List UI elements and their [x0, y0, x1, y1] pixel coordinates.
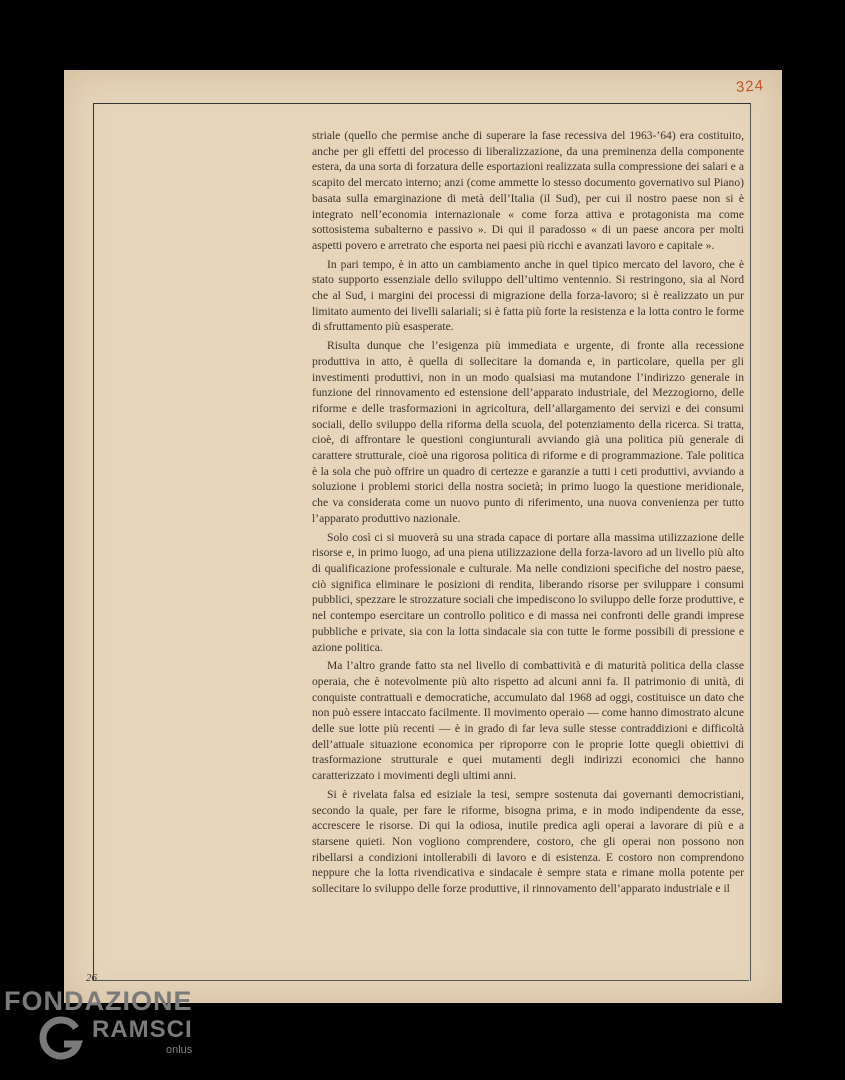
gramsci-g-logo-icon: [38, 1016, 84, 1062]
watermark-line-2: RAMSCI: [92, 1016, 193, 1043]
paragraph-5: Ma l’altro grande fatto sta nel livello di combattività e di maturità politica della classe operaia, che è notevolmente più alto rispetto ad alcuni anni fa. Il patrimonio di unità, di conquiste contrattuali e democratiche, accumulato dal 1968 ad oggi, costituisce un dato che non può essere intaccato facilmente. Il movimento operaio — come hanno dimostrato alcune delle sue lotte più recenti — è in grado di far leva sulle stesse contraddizioni e difficoltà dell’attuale situazione economica per riproporre con le proprie lotte quegli obiettivi di trasformazione strutturale e quei mutamenti degli indirizzi economici che hanno caratterizzato i movimenti degli ultimi anni.: [312, 659, 744, 783]
watermark-line-3: onlus: [166, 1044, 193, 1056]
paragraph-6: Si è rivelata falsa ed esiziale la tesi, sempre sostenuta dai governanti democristiani, secondo la quale, per fare le riforme, bisogna prima, e in modo indipendente da esse, accrescere le risorse. Di qui la odiosa, inutile predica agli operai a lavorare di più e a starsene quieti. Non vogliono comprendere, costoro, che gli operai non possono non ribellarsi a condizioni intollerabili di lavoro e di esistenza. E costoro non comprendono neppure che la lotta rivendicativa e sindacale è sempre stata e rimane molla potente per sollecitare lo sviluppo delle forze produttive, il rinnovamento dell’apparato industriale e il: [312, 787, 744, 896]
fondazione-gramsci-watermark: [4, 986, 214, 1076]
paragraph-4: Solo così ci si muoverà su una strada capace di portare alla massima utilizzazione delle risorse e, in primo luogo, ad una piena utilizzazione della forza-lavoro ad un livello più alto di qualificazione professionale e culturale. Ma nelle condizioni specifiche del nostro paese, ciò significa eliminare le posizioni di rendita, liberando risorse per sviluppare i consumi pubblici, spezzare le strozzature sociali che impediscono lo sviluppo delle forze produttive, e nel contempo esercitare un controllo politico e di massa nei confronti delle grandi imprese pubbliche e private, sia con la lotta sindacale sia con tutte le forme possibili di pressione e azione politica.: [312, 530, 744, 654]
document-page: [64, 70, 782, 1003]
paragraph-2: In pari tempo, è in atto un cambiamento anche in quel tipico mercato del lavoro, che è stato supporto essenziale dello sviluppo dell’ultimo ventennio. Si restringono, sia al Nord che al Sud, i margini dei processi di migrazione della forza-lavoro; si è realizzato un pur limitato aumento dei livelli salariali; si è fatta più forte la resistenza e la lotta contro le forme di sfruttamento più esasperate.: [312, 257, 744, 334]
paragraph-3: Risulta dunque che l’esigenza più immediata e urgente, di fronte alla recessione produttiva in atto, è quella di sollecitare la domanda e, in particolare, quella per gli investimenti produttivi, non in un modo qualsiasi ma mutandone l’indirizzo generale in funzione del rinnovamento ed estensione dell’apparato industriale, del Mezzogiorno, delle riforme e delle trasformazioni in agricoltura, dell’allargamento dei servizi e dei consumi sociali, dello sviluppo della riforma della scuola, del potenziamento della ricerca. Si tratta, cioè, di affrontare le questioni congiunturali avviando già una politica più generale di carattere strutturale, cioè una rigorosa politica di riforme e di programmazione. Tale politica è la sola che può offrire un quadro di certezze e garanzie a tutti i ceti produttivi, avviando a soluzione i problemi storici della nostra società; in primo luogo la questione meridionale, che va considerata come un nuovo punto di riferimento, una nuova convenienza per tutto l’apparato produttivo nazionale.: [312, 339, 744, 525]
archive-folio-number: 324: [735, 77, 765, 96]
page-frame-bottom-rule: [93, 980, 749, 981]
body-text: [312, 128, 744, 900]
paragraph-1: striale (quello che permise anche di superare la fase recessiva del 1963-’64) era costituito, anche per gli effetti del processo di liberalizzazione, da una preminenza della componente estera, da una sorta di forzatura delle esportazioni realizzata sulla compressione dei salari e a scapito del mercato interno; anzi (come ammette lo stesso documento governativo sul Piano) basata sulla emarginazione di metà dell’Italia (il Sud), per cui il nostro paese non si è integrato nell’economia internazionale « come forza attiva e protagonista ma come sottosistema subalterno e passivo ». Di qui il paradosso « di un paese ancora per molti aspetti povero e arretrato che esporta nei paesi più ricchi e avanzati lavoro e capitale ».: [312, 129, 744, 252]
page-number: 26: [86, 972, 97, 984]
watermark-line-1: FONDAZIONE: [4, 986, 193, 1016]
